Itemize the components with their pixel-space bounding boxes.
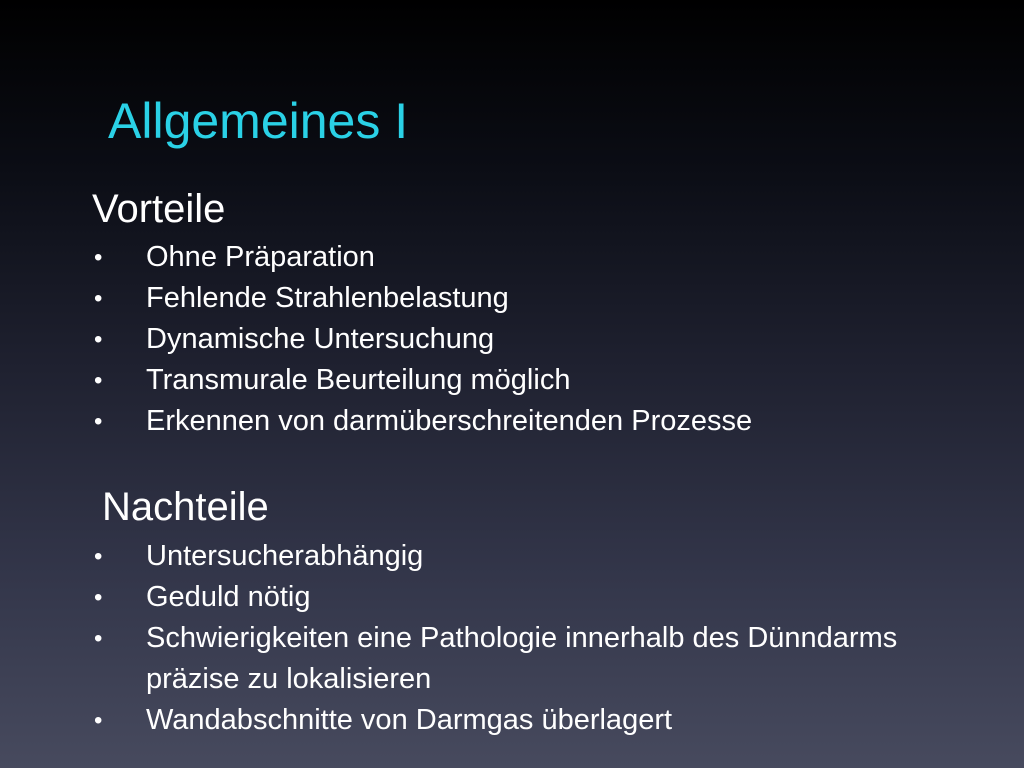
list-item-text: Dynamische Untersuchung — [146, 323, 495, 355]
bullet-icon: • — [94, 543, 103, 570]
bullet-icon: • — [94, 244, 103, 271]
list-item — [92, 536, 972, 577]
list-item-text: Wandabschnitte von Darmgas überlagert — [146, 704, 673, 736]
list-item — [92, 700, 972, 741]
list-item-text: Schwierigkeiten eine Pathologie innerhalb des Dünndarms präzise zu lokalisieren — [146, 622, 898, 695]
section-heading-nachteile: Nachteile — [102, 485, 269, 529]
list-item — [92, 278, 972, 319]
bullet-icon: • — [94, 707, 103, 734]
list-item-text: Fehlende Strahlenbelastung — [146, 282, 509, 314]
list-item — [92, 319, 972, 360]
list-item-text: Ohne Präparation — [146, 241, 375, 273]
section-heading-vorteile: Vorteile — [92, 187, 226, 231]
list-item-text: Untersucherabhängig — [146, 540, 424, 572]
bullet-icon: • — [94, 625, 103, 652]
slide-title: Allgemeines I — [108, 93, 409, 149]
list-item-text: Transmurale Beurteilung möglich — [146, 364, 571, 396]
bullet-list-nachteile — [92, 536, 972, 741]
bullet-icon: • — [94, 326, 103, 353]
list-item — [92, 577, 972, 618]
list-item — [92, 237, 972, 278]
list-item-text: Geduld nötig — [146, 581, 311, 613]
bullet-icon: • — [94, 408, 103, 435]
list-item — [92, 401, 972, 442]
bullet-icon: • — [94, 285, 103, 312]
bullet-icon: • — [94, 367, 103, 394]
list-item-text: Erkennen von darmüberschreitenden Prozesse — [146, 405, 753, 437]
bullet-icon: • — [94, 584, 103, 611]
list-item — [92, 618, 972, 700]
bullet-list-vorteile — [92, 237, 972, 442]
list-item — [92, 360, 972, 401]
